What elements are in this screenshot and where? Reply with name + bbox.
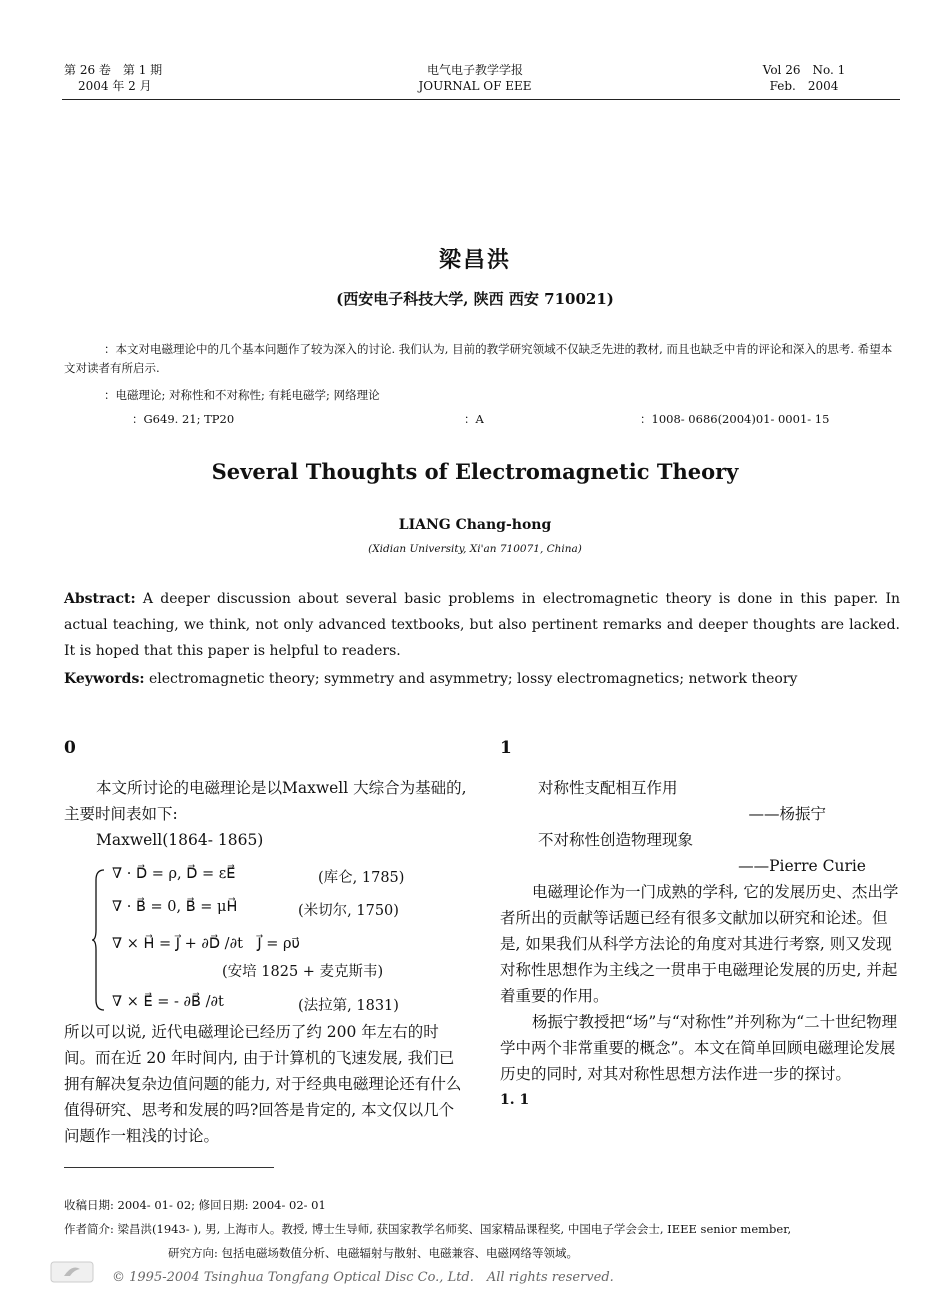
header-feb: Feb. 2004 <box>769 79 839 93</box>
keywords-en-label: Keywords: <box>64 671 145 687</box>
footnote-bio: 作者简介: 梁昌洪(1943- ), 男, 上海市人。教授, 博士生导师, 获国家教学名师奖、国家精品课程奖, 中国电子学会会士, IEEE senior member, <box>64 1222 792 1236</box>
title-en: Several Thoughts of Electromagnetic Theory <box>211 459 739 484</box>
equation-2: ∇ · B⃗ = 0, B⃗ = μH⃗ <box>112 899 238 915</box>
header-volume-en <box>720 62 888 94</box>
history-paragraph: 电磁理论作为一门成熟的学科, 它的发展历史、杰出学者所出的贡献等话题已经有很多文献加以研究和论述。但是, 如果我们从科学方法论的角度对其进行考察, 则又发现对称性思想作为主线之一贯串于电磁理论发展的历史, 并起着重要的作用。 <box>500 883 899 1005</box>
equation-3: ∇ × H⃗ = J⃗ + ∂D⃗ /∂t J⃗ = ρυ⃗ <box>112 936 300 952</box>
header-journal-en: JOURNAL OF EEE <box>418 79 532 93</box>
quote-yang: 对称性支配相互作用 <box>538 779 678 797</box>
abstract-cn-text: ：本文对电磁理论中的几个基本问题作了较为深入的讨论. 我们认为, 目前的教学研究领域不仅缺乏先进的教材, 而且也缺乏中肯的评论和深入的思考. 希望本文对读者有所启示. <box>64 342 893 375</box>
subsection-heading: 1. 1 <box>500 1092 530 1108</box>
equation-4: ∇ × E⃗ = - ∂B⃗ /∂t <box>112 994 224 1010</box>
left-column <box>64 775 468 853</box>
quote-curie-author: ——Pierre Curie <box>738 857 866 875</box>
section-1-heading: 1 <box>500 738 512 758</box>
equation-1-credit: (库仑, 1785) <box>318 870 405 886</box>
equation-brace-icon <box>92 868 106 1012</box>
author-en: LIANG Chang-hong <box>398 517 552 533</box>
footnote-research: 研究方向: 包括电磁场数值分析、电磁辐射与散射、电磁兼容、电磁网络等领域。 <box>168 1246 579 1260</box>
footnote-divider <box>64 1167 274 1168</box>
header-date: 2004 年 2 月 <box>78 79 152 93</box>
header-volume: 第 26 卷 第 1 期 <box>64 63 163 77</box>
header-vol-no: Vol 26 No. 1 <box>762 63 846 77</box>
intro-paragraph: 本文所讨论的电磁理论是以Maxwell 大综合为基础的, 主要时间表如下: <box>64 779 467 823</box>
abstract-en <box>64 586 900 664</box>
right-column <box>500 775 900 1113</box>
affiliation-cn: (西安电子科技大学, 陕西 西安 710021) <box>336 290 614 308</box>
keywords-en-text: electromagnetic theory; symmetry and asymmetry; lossy electromagnetics; network theory <box>144 671 798 687</box>
keywords-cn: ：电磁理论; 对称性和不对称性; 有耗电磁学; 网络理论 <box>104 388 380 402</box>
maxwell-line: Maxwell(1864- 1865) <box>96 831 264 849</box>
clc-number: ：G649. 21; TP20 <box>132 412 235 426</box>
quote-curie: 不对称性创造物理现象 <box>538 831 694 849</box>
quote-yang-author: ——杨振宁 <box>748 805 826 823</box>
affiliation-en: (Xidian University, Xi'an 710071, China) <box>368 543 582 555</box>
conclusion-paragraph: 所以可以说, 近代电磁理论已经历了约 200 年左右的时间。而在近 20 年时间内, 由于计算机的飞速发展, 我们已拥有解决复杂边值问题的能力, 对于经典电磁理论还有什么值得研究、思考和发展的吗?回答是肯定的, 本文仅以几个问题作一粗浅的讨论。 <box>64 1023 462 1145</box>
equation-2-credit: (米切尔, 1750) <box>298 903 399 919</box>
equation-4-credit: (法拉第, 1831) <box>298 998 399 1014</box>
author-cn: 梁昌洪 <box>438 247 511 273</box>
equation-3-credit: (安培 1825 + 麦克斯韦) <box>222 964 384 980</box>
header-divider <box>62 99 900 100</box>
cnki-logo-icon <box>50 1261 94 1283</box>
abstract-en-text: A deeper discussion about several basic problems in electromagnetic theory is done in this paper. In actual teaching, we think, not only advanced textbooks, but also pertinent remarks and deeper thoughts are lacked. It is hoped that this paper is helpful to readers. <box>64 591 900 659</box>
section-0-heading: 0 <box>64 738 76 758</box>
keywords-en <box>64 668 900 690</box>
copyright-notice: © 1995-2004 Tsinghua Tongfang Optical Disc Co., Ltd. All rights reserved. <box>112 1270 614 1285</box>
abstract-en-label: Abstract: <box>64 591 136 607</box>
abstract-cn <box>64 340 900 378</box>
header-journal-cn: 电气电子教学学报 <box>426 63 523 77</box>
equation-1: ∇ · D⃗ = ρ, D⃗ = εE⃗ <box>112 866 236 882</box>
field-symmetry-paragraph: 杨振宁教授把“场”与“对称性”并列称为“二十世纪物理学中两个非常重要的概念”。本文在简单回顾电磁理论发展历史的同时, 对其对称性思想方法作进一步的探讨。 <box>500 1013 898 1083</box>
article-id: ：1008- 0686(2004)01- 0001- 15 <box>640 412 830 426</box>
footnote-dates: 收稿日期: 2004- 01- 02; 修回日期: 2004- 02- 01 <box>64 1198 326 1212</box>
document-code: ：A <box>464 412 484 426</box>
